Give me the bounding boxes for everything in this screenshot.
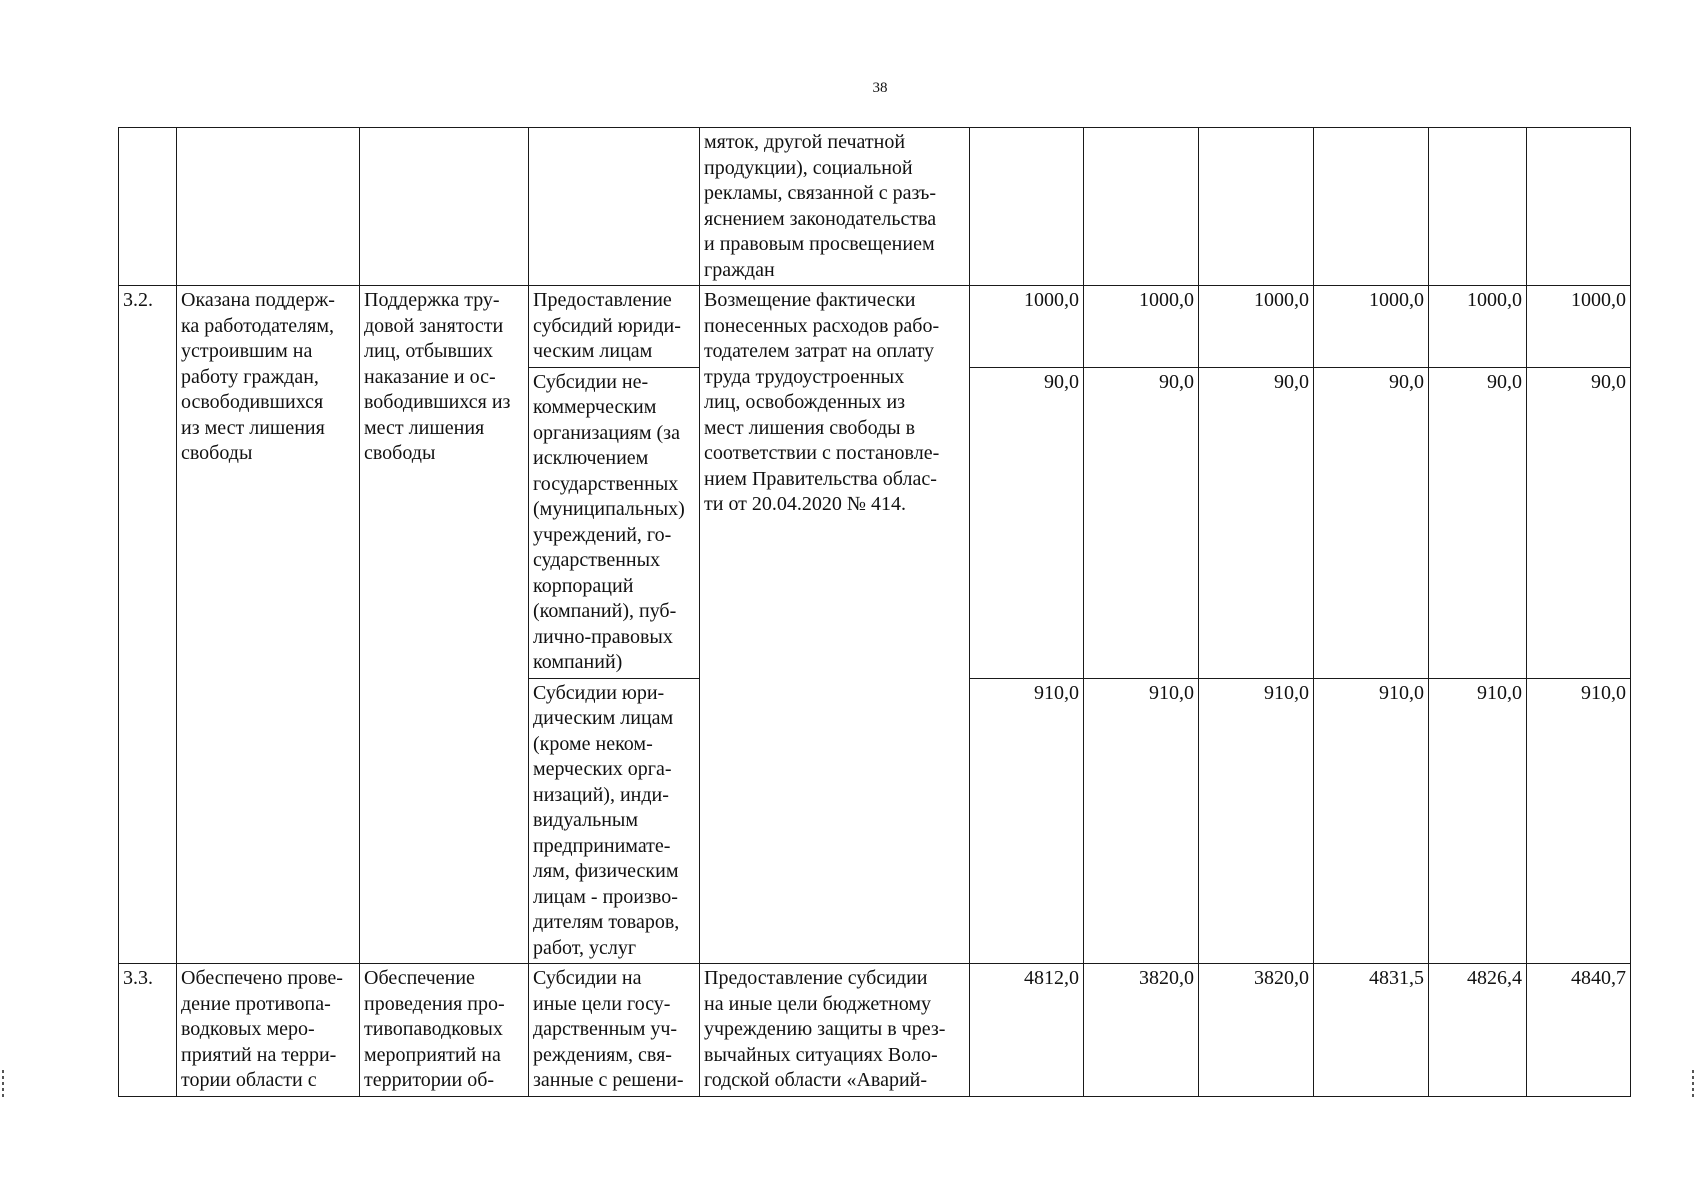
- cell-value: 4812,0: [970, 964, 1084, 1097]
- cell-value: [1084, 128, 1199, 286]
- subsidy-table: [118, 127, 1631, 1097]
- cell-value: [1527, 128, 1631, 286]
- cell-value: 910,0: [970, 678, 1084, 964]
- cell-result: [177, 286, 360, 964]
- cell-value: 4826,4: [1429, 964, 1527, 1097]
- cell-index: [119, 128, 177, 286]
- cell-measure: [360, 964, 529, 1097]
- cell-value: 4831,5: [1314, 964, 1429, 1097]
- cell-value: 910,0: [1429, 678, 1527, 964]
- scan-mark-left: [2, 1070, 4, 1100]
- page-number: 38: [872, 80, 888, 96]
- cell-description: [700, 286, 970, 964]
- cell-value: 1000,0: [1429, 286, 1527, 368]
- cell-measure: [360, 286, 529, 964]
- cell-value: [970, 128, 1084, 286]
- cell-value: 1000,0: [1084, 286, 1199, 368]
- table-row-continuation: [119, 128, 1631, 286]
- description-text: Возмещение фактически понесенных расходов рабо- тодателем затрат на оплату труда трудоустроенных лиц, освобожденных из мест лишения свободы в соответствии с постановле- нием Правительства облас- ти от 20.04.2020 № 414.: [704, 289, 940, 515]
- cell-value: 90,0: [970, 367, 1084, 678]
- result-text: Оказана поддерж- ка работодателям, устроившим на работу граждан, освободившихся из мест лишения свободы: [181, 289, 335, 464]
- description-text: мяток, другой печатной продукции), социальной рекламы, связанной с разъ- яснением законодательства и правовым просвещением граждан: [704, 131, 937, 281]
- cell-type: [529, 964, 700, 1097]
- cell-value: 90,0: [1084, 367, 1199, 678]
- cell-value: 4840,7: [1527, 964, 1631, 1097]
- cell-value: 3820,0: [1084, 964, 1199, 1097]
- type-text: Субсидии юри- дическим лицам (кроме неком- мерческих орга- низаций), инди- видуальным предпринимате- лям, физическим лицам - произво- дителям товаров, работ, услуг: [533, 681, 680, 959]
- row-index: 3.2.: [123, 289, 153, 311]
- cell-value: [1199, 128, 1314, 286]
- cell-value: 90,0: [1527, 367, 1631, 678]
- cell-value: 910,0: [1199, 678, 1314, 964]
- cell-value: 910,0: [1084, 678, 1199, 964]
- description-text: Предоставление субсидии на иные цели бюджетному учреждению защиты в чрез- вычайных ситуациях Воло- годской области «Аварий-: [704, 967, 946, 1091]
- cell-value: 1000,0: [1314, 286, 1429, 368]
- measure-text: Поддержка тру- довой занятости лиц, отбывших наказание и ос- вободившихся из мест лишения свободы: [364, 289, 511, 464]
- measure-text: Обеспечение проведения про- тивопаводковых мероприятий на территории об-: [364, 967, 505, 1091]
- cell-value: [1314, 128, 1429, 286]
- cell-type: [529, 678, 700, 964]
- cell-result: [177, 128, 360, 286]
- cell-value: 3820,0: [1199, 964, 1314, 1097]
- cell-value: 1000,0: [970, 286, 1084, 368]
- cell-value: 90,0: [1199, 367, 1314, 678]
- cell-value: 90,0: [1429, 367, 1527, 678]
- cell-value: 910,0: [1314, 678, 1429, 964]
- cell-value: [1429, 128, 1527, 286]
- cell-index: [119, 286, 177, 964]
- type-text: Субсидии не- коммерческим организациям (за исключением государственных (муниципальных) учреждений, го- сударственных корпораций (компаний), пуб- лично-правовых компаний): [533, 370, 685, 673]
- scan-mark-right: [1692, 1070, 1694, 1100]
- row-index: 3.3.: [123, 967, 153, 989]
- cell-description: [700, 128, 970, 286]
- type-text: Предоставление субсидий юриди- ческим лицам: [533, 289, 681, 362]
- cell-value: 1000,0: [1199, 286, 1314, 368]
- table-row-3-2-a: [119, 286, 1631, 368]
- cell-value: 910,0: [1527, 678, 1631, 964]
- cell-value: 1000,0: [1527, 286, 1631, 368]
- cell-type: [529, 128, 700, 286]
- cell-type: [529, 367, 700, 678]
- cell-index: [119, 964, 177, 1097]
- cell-type: [529, 286, 700, 368]
- cell-description: [700, 964, 970, 1097]
- result-text: Обеспечено прове- дение противопа- водковых меро- приятий на терри- тории области с: [181, 967, 343, 1091]
- cell-value: 90,0: [1314, 367, 1429, 678]
- table-row-3-3: [119, 964, 1631, 1097]
- type-text: Субсидии на иные цели госу- дарственным уч- реждениям, свя- занные с решени-: [533, 967, 684, 1091]
- cell-measure: [360, 128, 529, 286]
- cell-result: [177, 964, 360, 1097]
